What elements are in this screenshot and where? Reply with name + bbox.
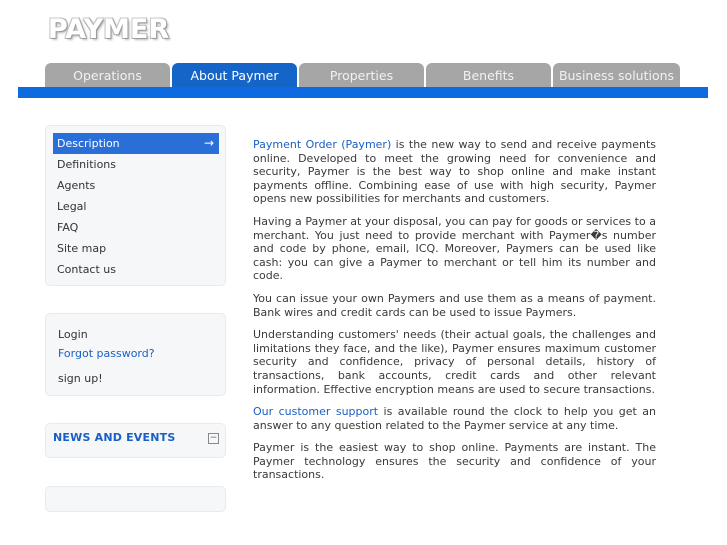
paragraph-support	[253, 405, 656, 432]
nav-underline-bar	[18, 87, 708, 98]
tab-business-solutions[interactable]: Business solutions	[553, 63, 680, 87]
paragraph-security: Understanding customers' needs (their actual goals, the challenges and limitations they face, and the like), Paymer ensures maximum customer security and confidence, privacy of personal details, history of transactions, bank accounts, credit cards and other relevant information. Effective encryption means are used to secure transactions.	[253, 328, 656, 396]
tab-benefits[interactable]: Benefits	[426, 63, 551, 87]
login-link[interactable]: Login	[58, 328, 88, 341]
paragraph-issue: You can issue your own Paymers and use them as a means of payment. Bank wires and credit cards can be used to issue Paymers.	[253, 291, 656, 319]
sidebar-item-description[interactable]	[53, 133, 219, 154]
sidebar-item-definitions[interactable]: Definitions	[57, 158, 116, 171]
tab-operations[interactable]: Operations	[45, 63, 170, 87]
sidebar-item-faq[interactable]: FAQ	[57, 221, 79, 234]
paymer-logo[interactable]: PAYMER	[48, 14, 170, 45]
paragraph-usage: Having a Paymer at your disposal, you can pay for goods or services to a merchant. You just need to provide merchant with Paymer�s number and code by phone, email, ICQ. Moreover, Paymers can be used like cash: you can give a Paymer to merchant or tell him its number and code.	[253, 214, 656, 283]
main-content	[253, 138, 656, 491]
login-panel	[45, 313, 226, 396]
paragraph-intro	[253, 138, 656, 206]
paragraph-text: is available round the clock to help you get an answer to any question related to the Paymer service at any time.	[253, 405, 656, 432]
news-heading[interactable]: NEWS AND EVENTS	[53, 431, 176, 444]
sidebar-item-label: Description	[57, 137, 120, 150]
paragraph-summary: Paymer is the easiest way to shop online. Payments are instant. The Paymer technology ensures the security and confidence of your transactions.	[253, 441, 656, 482]
empty-panel	[45, 486, 226, 512]
tab-properties[interactable]: Properties	[299, 63, 424, 87]
sidebar-menu	[45, 125, 226, 286]
collapse-icon[interactable]: −	[209, 433, 218, 443]
tab-about-paymer[interactable]: About Paymer	[172, 63, 297, 87]
news-panel	[45, 423, 226, 458]
sidebar-item-site-map[interactable]: Site map	[57, 242, 107, 255]
sidebar-item-legal[interactable]: Legal	[57, 200, 87, 213]
customer-support-link[interactable]: Our customer support	[253, 405, 379, 419]
arrow-right-icon: →	[203, 136, 214, 150]
sidebar-item-agents[interactable]: Agents	[57, 179, 96, 192]
forgot-password-link[interactable]: Forgot password?	[58, 347, 155, 360]
sidebar-item-contact-us[interactable]: Contact us	[57, 263, 116, 276]
paragraph-text: is the new way to send and receive payments online. Developed to meet the growing need for convenience and security, Paymer is the best way to shop online and make instant payments offline. Combining ease of use with high security, Paymer opens new possibilities for merchants and customers.	[253, 138, 656, 206]
payment-order-link[interactable]: Payment Order (Paymer)	[253, 138, 392, 151]
signup-link[interactable]: sign up!	[58, 372, 103, 385]
